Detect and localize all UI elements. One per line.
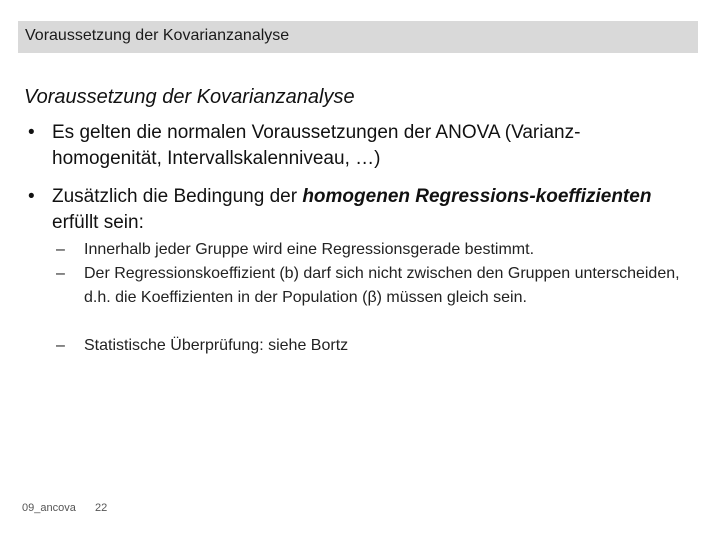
bullet-text-prefix: Zusätzlich die Bedingung der <box>52 186 303 207</box>
header-bar <box>18 21 698 53</box>
sub-bullet-item <box>56 262 690 310</box>
bullet-text-emphasis: homogenen Regressions-koeffizienten <box>302 186 652 207</box>
bullet-text <box>52 184 688 236</box>
slide-title: Voraussetzung der Kovarianzanalyse <box>24 86 355 108</box>
bullet-text-suffix: erfüllt sein: <box>52 212 144 233</box>
bullet-item <box>28 184 688 236</box>
bullet-icon: • <box>28 186 35 207</box>
header-title: Voraussetzung der Kovarianzanalyse <box>25 27 290 44</box>
bullet-icon: • <box>28 122 35 143</box>
dash-icon: – <box>56 265 65 282</box>
sub-bullet-text: Innerhalb jeder Gruppe wird eine Regressionsgerade bestimmt. <box>84 241 535 258</box>
page-number: 22 <box>95 502 108 514</box>
sub-bullet-item <box>56 238 690 262</box>
sub-bullet-text: Der Regressionskoeffizient (b) darf sich nicht zwischen den Gruppen unterscheiden, d.h. die Koeffizienten in der Population (β) müssen gleich sein. <box>84 265 680 306</box>
footer-file-label: 09_ancova <box>22 502 76 514</box>
sub-bullet-item <box>56 334 690 358</box>
sub-bullet-text: Statistische Überprüfung: siehe Bortz <box>84 337 349 354</box>
bullet-item <box>28 120 688 172</box>
dash-icon: – <box>56 337 65 354</box>
dash-icon: – <box>56 241 65 258</box>
bullet-text: Es gelten die normalen Voraussetzungen der ANOVA (Varianz-homogenität, Intervallskalenniveau, …) <box>52 122 581 169</box>
